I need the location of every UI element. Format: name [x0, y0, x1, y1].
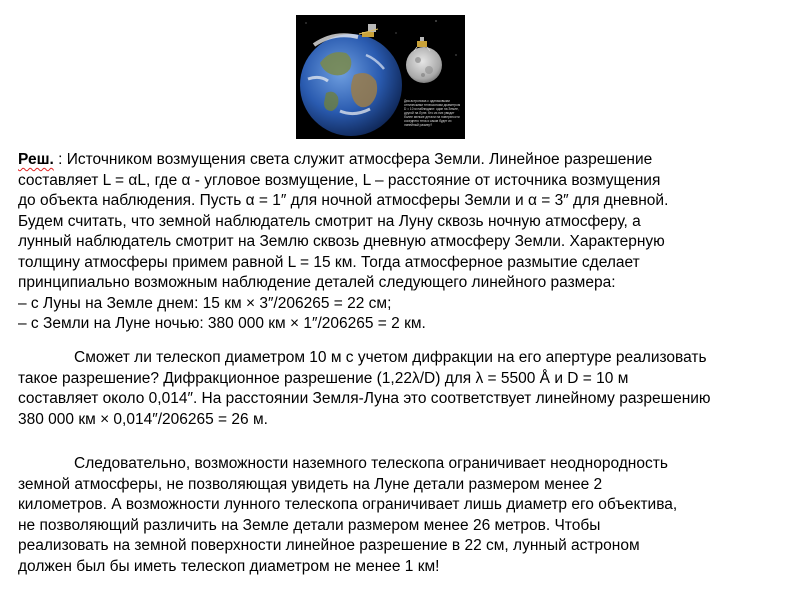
text-line: такое разрешение? Дифракционное разрешение (1,22λ/D) для λ = 5500 Å и D = 10 м [18, 369, 629, 387]
text-line: – с Луны на Земле днем: 15 км × 3″/206265 = 22 см; [18, 294, 392, 312]
text-line: Следовательно, возможности наземного телескопа ограничивает неоднородность [74, 455, 668, 472]
solution-paragraph-1 [18, 150, 793, 335]
solution-paragraph-2 [18, 348, 793, 430]
illustration-caption: Два астронома с одинаковыми оптическими телескопами диаметром D = 10 м наблюдают: один на Земле, другой на Луне. Кто из них увидит более мелкие детали на поверхности соседнего тела и каков будет их линейный размер? [404, 99, 461, 127]
text-line: километров. А возможности лунного телескопа ограничивает лишь диаметр его объектива, [18, 496, 678, 513]
solution-paragraph-3 [18, 454, 793, 577]
solution-label: Реш. [18, 151, 54, 168]
earth-moon-illustration [296, 15, 465, 139]
text-line: составляет L = αL, где α - угловое возмущение, L – расстояние от источника возмущения [18, 171, 661, 189]
satellite-icon [359, 24, 378, 37]
text-line: Реш. : Источником возмущения света служит атмосфера Земли. Линейное разрешение [18, 151, 653, 168]
moon [406, 47, 442, 83]
text-line: Будем считать, что земной наблюдатель смотрит на Луну сквозь ночную атмосферу, а [18, 212, 641, 230]
text-line: должен был бы иметь телескоп диаметром не менее 1 км! [18, 557, 440, 575]
text-line: до объекта наблюдения. Пусть α = 1″ для ночной атмосферы Земли и α = 3″ для дневной. [18, 192, 669, 209]
text-line: реализовать на земной поверхности линейное разрешение в 22 см, лунный астроном [18, 537, 640, 554]
text-line: лунный наблюдатель смотрит на Землю сквозь дневную атмосферу Земли. Характерную [18, 233, 665, 250]
text-line: – с Земли на Луне ночью: 380 000 км × 1″/206265 = 2 км. [18, 315, 426, 332]
text-line: 380 000 км × 0,014″/206265 = 26 м. [18, 410, 268, 428]
text-line: принципиально возможным наблюдение деталей следующего линейного размера: [18, 274, 616, 291]
text-line: земной атмосферы, не позволяющая увидеть на Луне детали размером менее 2 [18, 475, 603, 493]
text-line: Сможет ли телескоп диаметром 10 м с учетом дифракции на его апертуре реализовать [74, 349, 707, 366]
text-line: толщину атмосферы примем равной L = 15 км. Тогда атмосферное размытие сделает [18, 253, 640, 271]
text-line: не позволяющий различить на Земле детали размером менее 26 метров. Чтобы [18, 516, 601, 534]
text-line: составляет около 0,014″. На расстоянии Земля-Луна это соответствует линейному разрешению [18, 390, 711, 407]
earth [300, 34, 402, 136]
